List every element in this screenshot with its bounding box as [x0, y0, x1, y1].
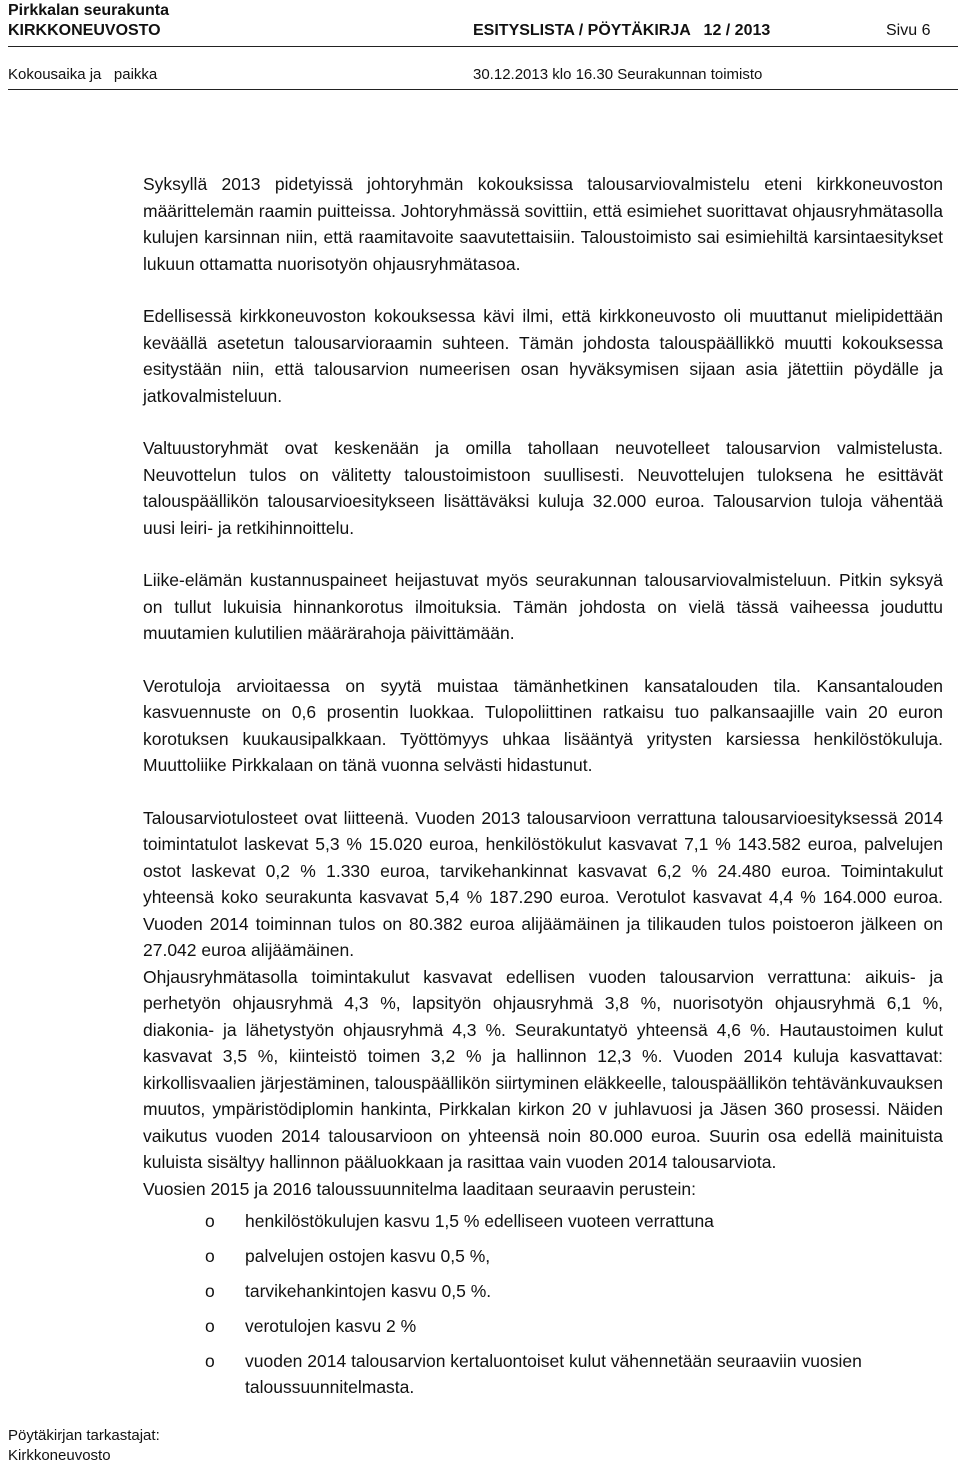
paragraph: Edellisessä kirkkoneuvoston kokouksessa kävi ilmi, että kirkkoneuvosto oli muuttanut mielipidettään keväällä asetetun talousarvioraamin suhteen. Tämän johdosta talouspäällikkö muutti kokouksessa esitystään niin, että talousarvion numeerisen osan hyväksymisen sijaan asia jätettiin pöydälle ja jatkovalmisteluun. [143, 306, 943, 406]
bullet-marker: o [205, 1281, 215, 1301]
page-number: Sivu 6 [886, 22, 931, 39]
meeting-label: Kokousaika ja paikka [8, 66, 158, 83]
bullet-marker: o [205, 1246, 215, 1266]
bullet-marker: o [205, 1316, 215, 1336]
board-name: KIRKKONEUVOSTO [8, 22, 161, 39]
list-item [143, 1313, 943, 1339]
paragraph: Syksyllä 2013 pidetyissä johtoryhmän kokouksissa talousarviovalmistelu eteni kirkkoneuvoston määrittelemän raamin puitteissa. Johtoryhmässä sovittiin, että esimiehet suorittavat ohjausryhmätasolla kulujen karsinnan niin, että raamitavoite saavutettaisiin. Taloustoimisto sai esimiehiltä karsintaesitykset lukuun ottamatta nuorisotyön ohjausryhmätasoa. [143, 174, 943, 274]
reviewers-label: Pöytäkirjan tarkastajat: [8, 1427, 160, 1444]
header-divider-bottom [8, 89, 958, 90]
organization-name: Pirkkalan seurakunta [8, 2, 169, 19]
meeting-value: 30.12.2013 klo 16.30 Seurakunnan toimisto [473, 66, 763, 83]
list-item [143, 1243, 943, 1269]
bullet-marker: o [205, 1351, 215, 1371]
list-item-text: henkilöstökulujen kasvu 1,5 % edelliseen vuoteen verrattuna [245, 1211, 714, 1231]
bullet-marker: o [205, 1211, 215, 1231]
list-item [143, 1278, 943, 1304]
bullet-list [143, 1208, 943, 1400]
paragraph: Liike-elämän kustannuspaineet heijastuvat myös seurakunnan talousarviovalmisteluun. Pitkin syksyä on tullut lukuisia hinnankorotus ilmoituksia. Tämän johdosta on vielä tässä vaiheessa jouduttu muutamien kulutilien määrärahoja päivittämään. [143, 570, 943, 643]
document-body [143, 171, 943, 1409]
header-divider [8, 46, 958, 47]
list-item-text: vuoden 2014 talousarvion kertaluontoiset kulut vähennetään seuraaviin vuosien taloussuunnitelmasta. [245, 1351, 862, 1397]
paragraph: Verotuloja arvioitaessa on syytä muistaa tämänhetkinen kansatalouden tila. Kansantalouden kasvuennuste on 0,6 prosentin luokkaa. Tulopoliittinen ratkaisu tuo palkansaajille vain 20 euron korotuksen kuukausipalkkaan. Työttömyys uhkaa lisääntyä yritysten karsiessa henkilöstökuluja. Muuttoliike Pirkkalaan on tänä vuonna selvästi hidastunut. [143, 675, 943, 775]
paragraph: Talousarviotulosteet ovat liitteenä. Vuoden 2013 talousarvioon verrattuna talousarvioesityksessä 2014 toimintatulot laskevat 5,3 % 15.020 euroa, henkilöstökulut kasvavat 7,1 % 143.582 euroa, palvelujen ostot laskevat 0,2 % 1.330 euroa, tarvikehankinnat kasvavat 6,2 % 24.480 euroa. Toimintakulut yhteensä koko seurakunta kasvavat 5,4 % 187.290 euroa. Verotulot kasvavat 4,4 % 164.000 euroa. Vuoden 2014 toiminnan tulos on 80.382 euroa alijäämäinen ja tilikauden tulos poistoeron jälkeen on 27.042 euroa alijäämäinen. [143, 807, 943, 960]
list-item-text: palvelujen ostojen kasvu 0,5 %, [245, 1246, 491, 1266]
list-item [143, 1208, 943, 1234]
paragraph: Vuosien 2015 ja 2016 taloussuunnitelma laaditaan seuraavin perustein: [143, 1178, 696, 1199]
paragraph: Valtuustoryhmät ovat keskenään ja omilla tahollaan neuvotelleet talousarvion valmistelusta. Neuvottelun tulos on välitetty taloustoimistoon suullisesti. Neuvottelujen tuloksena he esittävät talouspäällikön talousarvioesitykseen lisättäväksi kuluja 32.000 euroa. Talousarvion tuloja vähentää uusi leiri- ja retkihinnoittelu. [143, 438, 943, 538]
document-footer [8, 1426, 160, 1466]
list-item-text: tarvikehankintojen kasvu 0,5 %. [245, 1281, 492, 1301]
list-item-text: verotulojen kasvu 2 % [245, 1316, 417, 1336]
reviewers-value: Kirkkoneuvosto [8, 1447, 111, 1464]
list-item [143, 1348, 943, 1400]
paragraph: Ohjausryhmätasolla toimintakulut kasvavat edellisen vuoden talousarvion verrattuna: aikuis- ja perhetyön ohjausryhmä 4,3 %, lapsityön ohjausryhmä 3,8 %, nuorisotyön ohjausryhmä 6,1 %, diakonia- ja lähetystyön ohjausryhmä 4,3 %. Seurakuntatyö yhteensä 4,6 %. Hautaustoimen kulut kasvavat 3,5 %, kiinteistö toimen 3,2 % ja hallinnon 12,3 %. Vuoden 2014 kuluja kasvattavat: kirkollisvaalien järjestäminen, talouspäällikön siirtyminen eläkkeelle, talouspäällikön tehtävänkuvauksen muutos, ympäristödiplomin hankinta, Pirkkalan kirkon 20 v juhlavuosi ja Jäsen 360 prosessi. Näiden vaikutus vuoden 2014 talousarvioon on yhteensä noin 80.000 euroa. Suurin osa edellä mainituista kuluista sisältyy hallinnon pääluokkaan ja rasittaa vain vuoden 2014 talousarviota. [143, 966, 943, 1172]
document-type: ESITYSLISTA / PÖYTÄKIRJA 12 / 2013 [473, 22, 771, 39]
